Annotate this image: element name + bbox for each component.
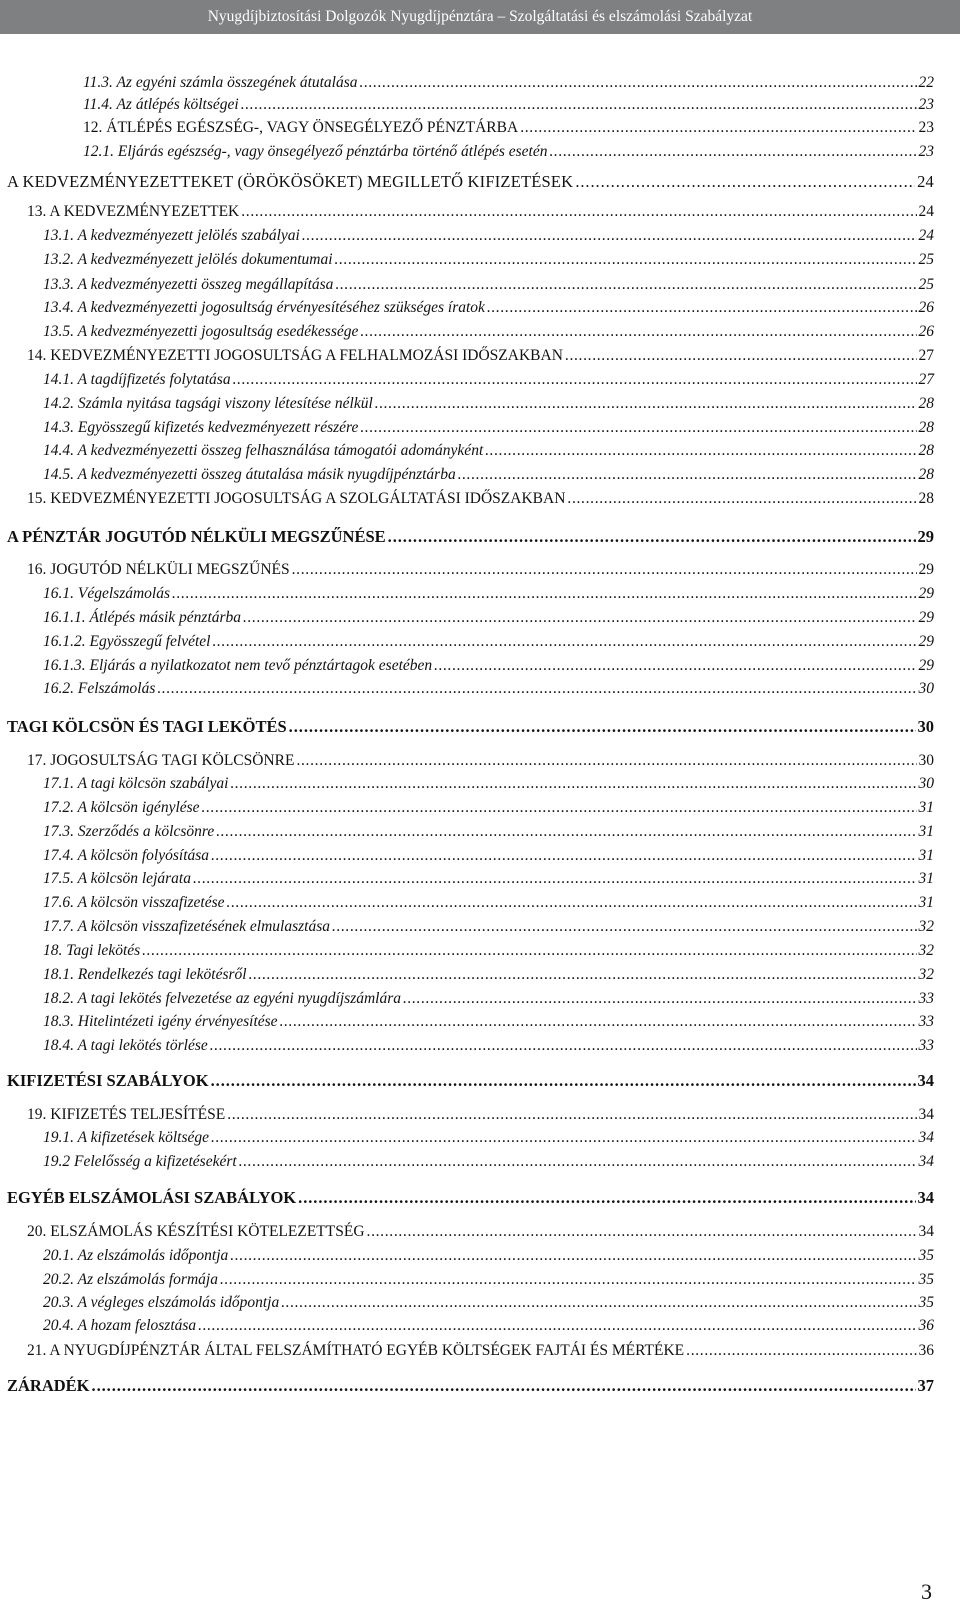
toc-dot-leader [575,172,915,192]
toc-dot-leader [227,1106,916,1124]
toc-dot-leader [403,990,916,1008]
toc-entry-page: 29 [918,657,934,674]
toc-entry-title: TAGI KÖLCSÖN ÉS TAGI LEKÖTÉS [7,717,287,736]
toc-entry-page: 30 [918,752,934,769]
toc-entry-title: 14. KEDVEZMÉNYEZETTI JOGOSULTSÁG A FELHALMOZÁSI IDŐSZAKBAN [27,347,563,364]
toc-entry-page: 24 [918,203,934,220]
toc-entry-page: 35 [918,1247,934,1264]
toc-dot-leader [296,752,916,770]
toc-entry[interactable] [83,143,934,161]
toc-entry-title: KIFIZETÉSI SZABÁLYOK [7,1071,209,1090]
toc-entry-title: 14.5. A kedvezményezetti összeg átutalása másik nyugdíjpénztárba [43,466,456,483]
toc-entry-page: 35 [918,1294,934,1311]
toc-entry-page: 29 [918,609,934,626]
toc-entry[interactable] [43,251,934,269]
toc-entry-title: 13.3. A kedvezményezetti összeg megállapítása [43,276,334,293]
toc-entry[interactable] [43,442,934,460]
toc-entry[interactable] [43,1317,934,1335]
toc-entry-page: 26 [918,323,934,340]
toc-entry[interactable] [27,347,934,365]
toc-entry[interactable] [43,894,934,912]
toc-entry[interactable] [7,1376,934,1396]
toc-dot-leader [567,490,916,508]
toc-dot-leader [458,466,917,484]
toc-dot-leader [434,657,916,675]
toc-entry[interactable] [43,1037,934,1055]
toc-dot-leader [335,276,916,294]
toc-entry[interactable] [43,1294,934,1312]
toc-dot-leader [289,717,916,737]
toc-entry-title: 19.2 Felelősség a kifizetésekért [43,1153,237,1170]
toc-entry[interactable] [7,172,934,192]
toc-entry-page: 25 [918,276,934,293]
toc-entry-title: 16.1.1. Átlépés másik pénztárba [43,609,242,626]
toc-dot-leader [332,918,916,936]
toc-entry-page: 34 [918,1129,934,1146]
toc-entry-page: 23 [918,119,934,136]
toc-entry-title: 17.2. A kölcsön igénylése [43,799,200,816]
toc-entry-page: 28 [918,466,934,483]
toc-dot-leader [241,96,917,114]
toc-entry[interactable] [43,323,934,341]
toc-dot-leader [230,775,916,793]
toc-dot-leader [375,395,917,413]
toc-dot-leader [292,561,917,579]
toc-dot-leader [216,823,916,841]
toc-entry-page: 31 [918,894,934,911]
toc-entry-title: 17.5. A kölcsön lejárata [43,870,191,887]
toc-entry[interactable] [83,74,934,92]
toc-dot-leader [211,1071,916,1091]
toc-entry-page: 24 [917,172,934,191]
toc-dot-leader [367,1223,917,1241]
toc-dot-leader [198,1317,916,1335]
toc-dot-leader [360,323,916,341]
toc-entry[interactable] [27,1106,934,1124]
toc-dot-leader [302,227,917,245]
toc-entry-page: 23 [918,96,934,113]
toc-entry-page: 36 [918,1317,934,1334]
toc-entry[interactable] [43,1153,934,1171]
toc-dot-leader [233,371,917,389]
toc-entry-title: 13. A KEDVEZMÉNYEZETTEK [27,203,240,220]
toc-entry-page: 29 [918,585,934,602]
toc-entry-title: EGYÉB ELSZÁMOLÁSI SZABÁLYOK [7,1188,297,1207]
toc-entry-title: 12.1. Eljárás egészség-, vagy önsegélyező pénztárba történő átlépés esetén [83,143,548,160]
toc-dot-leader [360,419,916,437]
toc-entry-title: 17.7. A kölcsön visszafizetésének elmulasztása [43,918,331,935]
toc-dot-leader [202,799,917,817]
toc-entry[interactable] [43,276,934,294]
toc-entry-page: 24 [918,227,934,244]
toc-entry[interactable] [43,1247,934,1265]
toc-entry[interactable] [43,942,934,960]
toc-entry-page: 37 [917,1376,934,1395]
toc-dot-leader [241,203,916,221]
toc-entry[interactable] [83,119,934,137]
toc-dot-leader [487,299,917,317]
toc-entry-title: 16.1.3. Eljárás a nyilatkozatot nem tevő pénztártagok esetében [43,657,433,674]
toc-entry[interactable] [7,717,934,737]
toc-entry-page: 33 [918,1013,934,1030]
toc-dot-leader [335,251,917,269]
toc-entry-title: 13.5. A kedvezményezetti jogosultság esedékessége [43,323,359,340]
toc-dot-leader [230,1247,916,1265]
toc-entry[interactable] [27,1342,934,1360]
toc-dot-leader [172,585,916,603]
toc-entry[interactable] [43,1129,934,1147]
toc-dot-leader [360,74,917,92]
toc-entry-page: 34 [918,1223,934,1240]
toc-entry-page: 31 [918,870,934,887]
toc-entry[interactable] [43,1013,934,1031]
toc-dot-leader [142,942,916,960]
toc-entry-page: 31 [918,847,934,864]
toc-dot-leader [298,1188,915,1208]
toc-entry-title: 17.4. A kölcsön folyósítása [43,847,210,864]
toc-entry[interactable] [43,990,934,1008]
toc-dot-leader [92,1376,916,1396]
toc-entry[interactable] [43,823,934,841]
toc-entry-page: 29 [917,527,934,546]
toc-entry[interactable] [43,395,934,413]
toc-entry-page: 28 [918,490,934,507]
toc-entry-page: 23 [918,143,934,160]
toc-dot-leader [157,680,916,698]
toc-entry-page: 35 [918,1271,934,1288]
toc-entry-page: 27 [918,347,934,364]
toc-entry-title: 20.3. A végleges elszámolás időpontja [43,1294,280,1311]
toc-entry-title: 18.1. Rendelkezés tagi lekötésről [43,966,247,983]
toc-entry-page: 34 [917,1188,934,1207]
toc-entry[interactable] [7,1071,934,1091]
toc-entry-title: 17.1. A tagi kölcsön szabályai [43,775,229,792]
toc-entry-title: 13.1. A kedvezményezett jelölés szabályai [43,227,300,244]
toc-entry-page: 34 [917,1071,934,1090]
toc-entry-page: 33 [918,990,934,1007]
toc-entry[interactable] [43,227,934,245]
toc-dot-leader [549,143,916,161]
toc-entry-title: 17.3. Szerződés a kölcsönre [43,823,215,840]
toc-entry-page: 30 [917,717,934,736]
toc-entry-title: 17.6. A kölcsön visszafizetése [43,894,225,911]
toc-entry[interactable] [43,466,934,484]
toc-entry-title: 18.2. A tagi lekötés felvezetése az egyéni nyugdíjszámlára [43,990,402,1007]
toc-dot-leader [220,1271,917,1289]
toc-dot-leader [193,870,917,888]
toc-dot-leader [388,527,916,547]
toc-entry-page: 28 [918,395,934,412]
toc-entry-title: 16.2. Felszámolás [43,680,156,697]
toc-entry-title: 12. ÁTLÉPÉS EGÉSZSÉG-, VAGY ÖNSEGÉLYEZŐ PÉNZTÁRBA [83,119,519,136]
toc-entry-page: 32 [918,918,934,935]
toc-entry-title: ZÁRADÉK [7,1376,90,1395]
toc-entry[interactable] [43,657,934,675]
toc-entry-page: 34 [918,1153,934,1170]
toc-dot-leader [211,1129,916,1147]
toc-entry-page: 30 [918,775,934,792]
toc-entry[interactable] [7,527,934,547]
toc-entry-page: 36 [918,1342,934,1359]
toc-entry-page: 33 [918,1037,934,1054]
page-number: 3 [921,1579,932,1604]
toc-entry-title: 11.3. Az egyéni számla összegének átutalása [83,74,358,91]
toc-entry-title: 20. ELSZÁMOLÁS KÉSZÍTÉSI KÖTELEZETTSÉG [27,1223,365,1240]
toc-entry-page: 27 [918,371,934,388]
toc-dot-leader [520,119,916,137]
toc-entry[interactable] [43,371,934,389]
toc-entry-title: A PÉNZTÁR JOGUTÓD NÉLKÜLI MEGSZŰNÉSE [7,527,386,546]
toc-entry[interactable] [43,299,934,317]
toc-entry[interactable] [43,609,934,627]
toc-entry[interactable] [27,561,934,579]
toc-entry-title: 17. JOGOSULTSÁG TAGI KÖLCSÖNRE [27,752,295,769]
toc-entry-page: 34 [918,1106,934,1123]
toc-entry[interactable] [27,203,934,221]
toc-dot-leader [485,442,916,460]
toc-dot-leader [210,1037,917,1055]
toc-entry-page: 32 [918,966,934,983]
toc-entry-title: 14.2. Számla nyitása tagsági viszony létesítése nélkül [43,395,373,412]
toc-entry-title: 13.2. A kedvezményezett jelölés dokumentumai [43,251,333,268]
toc-entry-title: 16.1. Végelszámolás [43,585,171,602]
toc-entry-page: 31 [918,799,934,816]
toc-entry-title: 15. KEDVEZMÉNYEZETTI JOGOSULTSÁG A SZOLGÁLTATÁSI IDŐSZAKBAN [27,490,566,507]
toc-entry-title: 21. A NYUGDÍJPÉNZTÁR ÁLTAL FELSZÁMÍTHATÓ EGYÉB KÖLTSÉGEK FAJTÁI ÉS MÉRTÉKE [27,1342,685,1359]
toc-entry-title: 11.4. Az átlépés költségei [83,96,239,113]
toc-entry-page: 29 [918,633,934,650]
toc-entry-title: 20.2. Az elszámolás formája [43,1271,218,1288]
toc-entry[interactable] [43,680,934,698]
document-header-title: Nyugdíjbiztosítási Dolgozók Nyugdíjpénztára – Szolgáltatási és elszámolási Szabályzat [207,8,753,25]
toc-entry[interactable] [43,870,934,888]
toc-dot-leader [281,1294,916,1312]
toc-dot-leader [243,609,916,627]
toc-entry-title: 18.4. A tagi lekötés törlése [43,1037,208,1054]
toc-dot-leader [565,347,917,365]
toc-dot-leader [686,1342,916,1360]
toc-entry[interactable] [27,752,934,770]
toc-entry[interactable] [27,1223,934,1241]
toc-entry-title: A KEDVEZMÉNYEZETTEKET (ÖRÖKÖSÖKET) MEGILLETŐ KIFIZETÉSEK [7,172,574,191]
toc-entry-page: 28 [918,442,934,459]
toc-dot-leader [227,894,917,912]
toc-entry-title: 18. Tagi lekötés [43,942,141,959]
toc-entry-title: 13.4. A kedvezményezetti jogosultság érvényesítéséhez szükséges íratok [43,299,485,316]
toc-entry[interactable] [43,633,934,651]
toc-entry[interactable] [43,847,934,865]
toc-entry-page: 26 [918,299,934,316]
toc-entry-page: 30 [918,680,934,697]
toc-dot-leader [239,1153,917,1171]
toc-entry-page: 25 [918,251,934,268]
toc-entry-page: 32 [918,942,934,959]
toc-entry-title: 18.3. Hitelintézeti igény érvényesítése [43,1013,278,1030]
toc-entry[interactable] [43,585,934,603]
toc-entry[interactable] [43,419,934,437]
toc-entry[interactable] [83,96,934,114]
toc-entry[interactable] [43,775,934,793]
toc-entry-title: 14.1. A tagdíjfizetés folytatása [43,371,231,388]
toc-dot-leader [280,1013,917,1031]
toc-entry-title: 20.4. A hozam felosztása [43,1317,197,1334]
toc-entry-title: 16.1.2. Egyösszegű felvétel [43,633,211,650]
toc-entry-page: 22 [918,74,934,91]
toc-entry-title: 14.3. Egyösszegű kifizetés kedvezményezett részére [43,419,359,436]
toc-entry-title: 14.4. A kedvezményezetti összeg felhasználása támogatói adományként [43,442,484,459]
toc-entry[interactable] [7,1188,934,1208]
toc-entry-title: 19.1. A kifizetések költsége [43,1129,210,1146]
toc-entry-title: 16. JOGUTÓD NÉLKÜLI MEGSZŰNÉS [27,561,290,578]
toc-entry[interactable] [43,799,934,817]
toc-entry-title: 19. KIFIZETÉS TELJESÍTÉSE [27,1106,226,1123]
toc-entry[interactable] [43,1271,934,1289]
toc-entry-page: 29 [918,561,934,578]
toc-entry[interactable] [27,490,934,508]
toc-entry-title: 20.1. Az elszámolás időpontja [43,1247,229,1264]
toc-entry-page: 31 [918,823,934,840]
toc-entry-page: 28 [918,419,934,436]
toc-entry[interactable] [43,966,934,984]
toc-dot-leader [212,633,916,651]
toc-entry[interactable] [43,918,934,936]
toc-dot-leader [211,847,916,865]
toc-dot-leader [249,966,917,984]
document-header [0,0,960,34]
